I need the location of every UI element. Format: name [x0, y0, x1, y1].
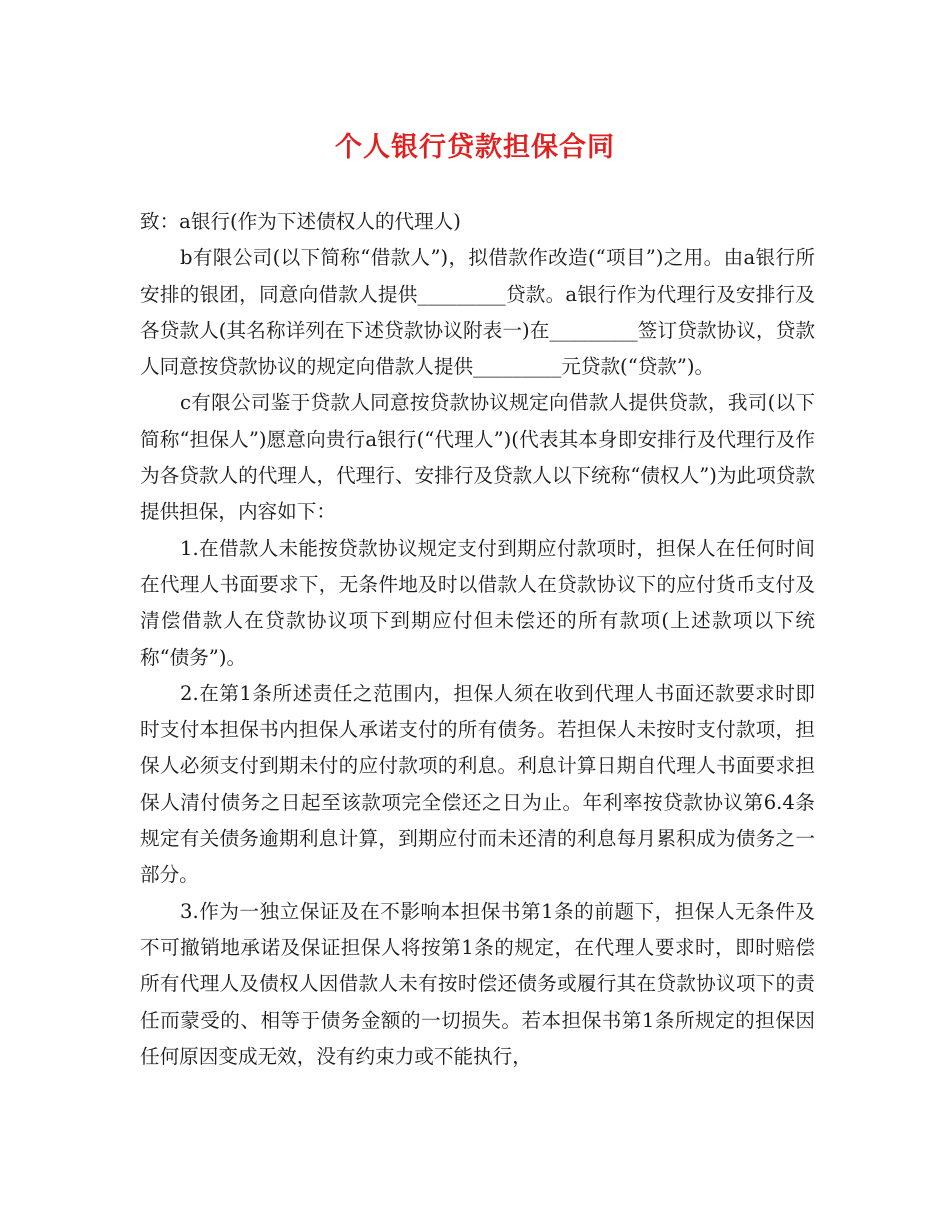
clause-2: 2.在第1条所述责任之范围内，担保人须在收到代理人书面还款要求时即时支付本担保书内担保人承诺支付的所有债务。若担保人未按时支付款项，担保人必须支付到期未付的应付款项的利息。利息计算日期自代理人书面要求担保人清付债务之日起至该款项完全偿还之日为止。年利率按贷款协议第6.4条规定有关债务逾期利息计算，到期应付而未还清的利息每月累积成为债务之一部分。 [140, 681, 815, 887]
addressee-line: 致：a银行(作为下述债权人的代理人) [140, 210, 461, 233]
clause-3: 3.作为一独立保证及在不影响本担保书第1条的前题下，担保人无条件及不可撤销地承诺及保证担保人将按第1条的规定，在代理人要求时，即时赔偿所有代理人及债权人因借款人未有按时偿还债务或履行其在贷款协议项下的责任而蒙受的、相等于债务金额的一切损失。若本担保书第1条所规定的担保因任何原因变成无效，没有约束力或不能执行， [140, 899, 815, 1068]
paragraph-guarantor: c有限公司鉴于贷款人同意按贷款协议规定向借款人提供贷款，我司(以下简称“担保人”)愿意向贵行a银行(“代理人”)(代表其本身即安排行及代理行及作为各贷款人的代理人，代理行、安排行及贷款人以下统称“债权人”)为此项贷款提供担保，内容如下： [140, 391, 815, 524]
paragraph-borrower: b有限公司(以下简称“借款人”)，拟借款作改造(“项目”)之用。由a银行所安排的银团，同意向借款人提供_________贷款。a银行作为代理行及安排行及各贷款人(其名称详列在下述贷款协议附表一)在_________签订贷款协议，贷款人同意按贷款协议的规定向借款人提供_________元贷款(“贷款”)。 [140, 246, 815, 379]
document-body [140, 204, 815, 1075]
clause-1: 1.在借款人未能按贷款协议规定支付到期应付款项时，担保人在任何时间在代理人书面要求下，无条件地及时以借款人在贷款协议下的应付货币支付及清偿借款人在贷款协议项下到期应付但未偿还的所有款项(上述款项以下统称“债务”)。 [140, 536, 815, 669]
document-title: 个人银行贷款担保合同 [335, 132, 615, 163]
